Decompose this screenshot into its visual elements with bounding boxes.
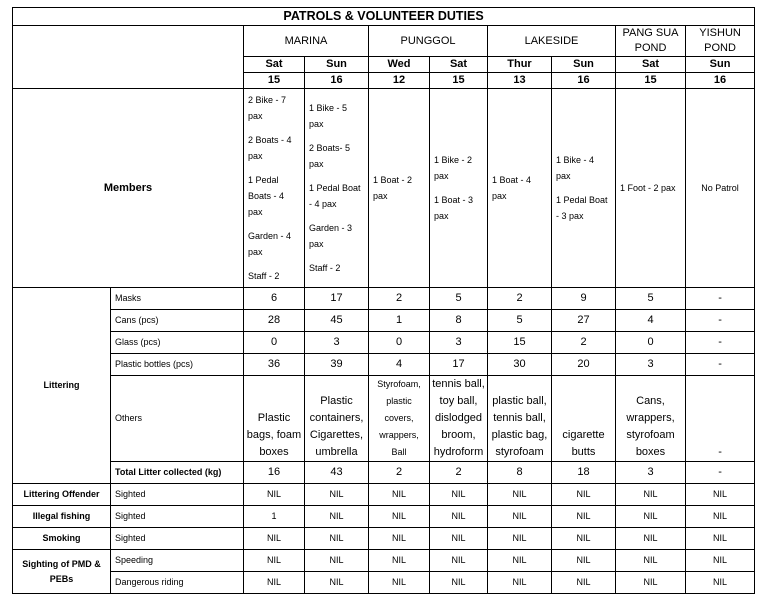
date-header: 16 xyxy=(305,73,369,89)
date-header: 16 xyxy=(552,73,616,89)
row-label: Speeding xyxy=(111,550,244,572)
day-header: Sat xyxy=(430,57,488,73)
members-cell xyxy=(244,89,305,288)
member-entry: No Patrol xyxy=(701,183,739,193)
others-cell: Plastic containers, Cigarettes, umbrella xyxy=(305,376,369,462)
value-cell: NIL xyxy=(244,484,305,506)
value-cell: NIL xyxy=(430,484,488,506)
member-entry: 1 Bike - 5 pax xyxy=(309,103,348,129)
member-entry: Garden - 4 pax xyxy=(248,231,292,257)
value-cell: NIL xyxy=(686,572,755,594)
corner-cell xyxy=(13,26,244,89)
members-label: Members xyxy=(13,89,244,288)
value-cell: NIL xyxy=(616,506,686,528)
value-cell: 2 xyxy=(488,288,552,310)
date-header: 13 xyxy=(488,73,552,89)
value-cell: 5 xyxy=(616,288,686,310)
value-cell: NIL xyxy=(488,550,552,572)
day-header: Sun xyxy=(305,57,369,73)
value-cell: NIL xyxy=(488,572,552,594)
value-cell: 45 xyxy=(305,310,369,332)
total-cell: 8 xyxy=(488,462,552,484)
value-cell: NIL xyxy=(244,528,305,550)
value-cell: 9 xyxy=(552,288,616,310)
value-cell: 3 xyxy=(430,332,488,354)
others-cell: Styrofoam, plastic covers, wrappers, Ball xyxy=(369,376,430,462)
value-cell: - xyxy=(686,354,755,376)
member-entry: 2 Bike - 7 pax xyxy=(248,95,287,121)
value-cell: NIL xyxy=(305,484,369,506)
value-cell: NIL xyxy=(616,550,686,572)
value-cell: NIL xyxy=(616,572,686,594)
row-label: Sighted xyxy=(111,528,244,550)
member-entry: 1 Bike - 4 pax xyxy=(556,155,595,181)
category-label: Illegal fishing xyxy=(13,506,111,528)
value-cell: NIL xyxy=(488,506,552,528)
page-title: PATROLS & VOLUNTEER DUTIES xyxy=(13,8,755,26)
total-cell: 2 xyxy=(430,462,488,484)
row-label: Cans (pcs) xyxy=(111,310,244,332)
value-cell: NIL xyxy=(369,528,430,550)
value-cell: 1 xyxy=(369,310,430,332)
total-cell: 16 xyxy=(244,462,305,484)
value-cell: NIL xyxy=(430,572,488,594)
row-label: Dangerous riding xyxy=(111,572,244,594)
value-cell: 3 xyxy=(305,332,369,354)
value-cell: NIL xyxy=(552,572,616,594)
members-cell xyxy=(430,89,488,288)
member-entry: 2 Boats- 5 pax xyxy=(309,143,351,169)
value-cell: 39 xyxy=(305,354,369,376)
value-cell: 0 xyxy=(369,332,430,354)
value-cell: 2 xyxy=(369,288,430,310)
member-entry: 1 Pedal Boat - 3 pax xyxy=(556,195,608,221)
members-cell xyxy=(305,89,369,288)
value-cell: NIL xyxy=(552,528,616,550)
day-header: Thur xyxy=(488,57,552,73)
littering-label: Littering xyxy=(13,288,111,484)
member-entry: Staff - 2 xyxy=(309,263,341,273)
day-header: Sat xyxy=(244,57,305,73)
value-cell: 27 xyxy=(552,310,616,332)
pmd-category-label: Sighting of PMD & PEBs xyxy=(13,550,111,594)
member-entry: 1 Boat - 3 pax xyxy=(434,195,474,221)
value-cell: 17 xyxy=(305,288,369,310)
value-cell: - xyxy=(686,332,755,354)
value-cell: NIL xyxy=(369,572,430,594)
members-cell xyxy=(616,89,686,288)
value-cell: NIL xyxy=(244,572,305,594)
value-cell: NIL xyxy=(686,506,755,528)
date-header: 12 xyxy=(369,73,430,89)
category-label: Smoking xyxy=(13,528,111,550)
value-cell: 0 xyxy=(244,332,305,354)
members-cell xyxy=(686,89,755,288)
value-cell: NIL xyxy=(552,550,616,572)
value-cell: NIL xyxy=(430,528,488,550)
total-cell: 18 xyxy=(552,462,616,484)
value-cell: NIL xyxy=(305,506,369,528)
location-header-pang-sua-pond: PANG SUA POND xyxy=(616,26,686,57)
total-cell: 43 xyxy=(305,462,369,484)
value-cell: 4 xyxy=(369,354,430,376)
date-header: 15 xyxy=(616,73,686,89)
member-entry: 1 Boat - 4 pax xyxy=(492,175,532,201)
day-header: Sat xyxy=(616,57,686,73)
value-cell: NIL xyxy=(305,550,369,572)
member-entry: Garden - 3 pax xyxy=(309,223,353,249)
total-cell: - xyxy=(686,462,755,484)
value-cell: NIL xyxy=(305,528,369,550)
date-header: 16 xyxy=(686,73,755,89)
value-cell: NIL xyxy=(616,484,686,506)
value-cell: NIL xyxy=(369,506,430,528)
members-cell xyxy=(552,89,616,288)
value-cell: 28 xyxy=(244,310,305,332)
value-cell: NIL xyxy=(430,550,488,572)
date-header: 15 xyxy=(244,73,305,89)
row-label: Sighted xyxy=(111,506,244,528)
value-cell: - xyxy=(686,310,755,332)
value-cell: NIL xyxy=(616,528,686,550)
value-cell: 2 xyxy=(552,332,616,354)
location-header-marina: MARINA xyxy=(244,26,369,57)
value-cell: NIL xyxy=(552,506,616,528)
total-cell: 2 xyxy=(369,462,430,484)
value-cell: NIL xyxy=(305,572,369,594)
others-cell: plastic ball, tennis ball, plastic bag, styrofoam xyxy=(488,376,552,462)
value-cell: NIL xyxy=(552,484,616,506)
location-header-lakeside: LAKESIDE xyxy=(488,26,616,57)
value-cell: NIL xyxy=(686,484,755,506)
member-entry: 1 Boat - 2 pax xyxy=(373,175,413,201)
value-cell: NIL xyxy=(369,550,430,572)
members-cell xyxy=(488,89,552,288)
member-entry: 2 Boats - 4 pax xyxy=(248,135,292,161)
day-header: Wed xyxy=(369,57,430,73)
value-cell: NIL xyxy=(430,506,488,528)
value-cell: 5 xyxy=(430,288,488,310)
member-entry: 1 Pedal Boat - 4 pax xyxy=(309,183,361,209)
row-label: Masks xyxy=(111,288,244,310)
row-label: Others xyxy=(111,376,244,462)
value-cell: 15 xyxy=(488,332,552,354)
value-cell: 3 xyxy=(616,354,686,376)
row-label: Plastic bottles (pcs) xyxy=(111,354,244,376)
value-cell: 36 xyxy=(244,354,305,376)
value-cell: - xyxy=(686,288,755,310)
category-label: Littering Offender xyxy=(13,484,111,506)
value-cell: 8 xyxy=(430,310,488,332)
others-cell: tennis ball, toy ball, dislodged broom, hydroform xyxy=(430,376,488,462)
value-cell: NIL xyxy=(686,528,755,550)
others-cell: - xyxy=(686,376,755,462)
value-cell: NIL xyxy=(686,550,755,572)
member-entry: 1 Foot - 2 pax xyxy=(620,183,676,193)
location-header-yishun-pond: YISHUN POND xyxy=(686,26,755,57)
row-label: Sighted xyxy=(111,484,244,506)
value-cell: 17 xyxy=(430,354,488,376)
members-cell xyxy=(369,89,430,288)
value-cell: 0 xyxy=(616,332,686,354)
value-cell: 4 xyxy=(616,310,686,332)
value-cell: NIL xyxy=(488,484,552,506)
location-header-punggol: PUNGGOL xyxy=(369,26,488,57)
duties-table xyxy=(12,7,755,594)
date-header: 15 xyxy=(430,73,488,89)
day-header: Sun xyxy=(552,57,616,73)
value-cell: 20 xyxy=(552,354,616,376)
others-cell: Cans, wrappers, styrofoam boxes xyxy=(616,376,686,462)
row-label: Total Litter collected (kg) xyxy=(111,462,244,484)
value-cell: 1 xyxy=(244,506,305,528)
value-cell: NIL xyxy=(488,528,552,550)
value-cell: NIL xyxy=(369,484,430,506)
total-cell: 3 xyxy=(616,462,686,484)
value-cell: 5 xyxy=(488,310,552,332)
member-entry: 1 Bike - 2 pax xyxy=(434,155,473,181)
value-cell: NIL xyxy=(244,550,305,572)
others-cell: Plastic bags, foam boxes xyxy=(244,376,305,462)
others-cell: cigarette butts xyxy=(552,376,616,462)
value-cell: 6 xyxy=(244,288,305,310)
value-cell: 30 xyxy=(488,354,552,376)
row-label: Glass (pcs) xyxy=(111,332,244,354)
member-entry: Staff - 2 xyxy=(248,271,280,281)
member-entry: 1 Pedal Boats - 4 pax xyxy=(248,175,285,217)
day-header: Sun xyxy=(686,57,755,73)
